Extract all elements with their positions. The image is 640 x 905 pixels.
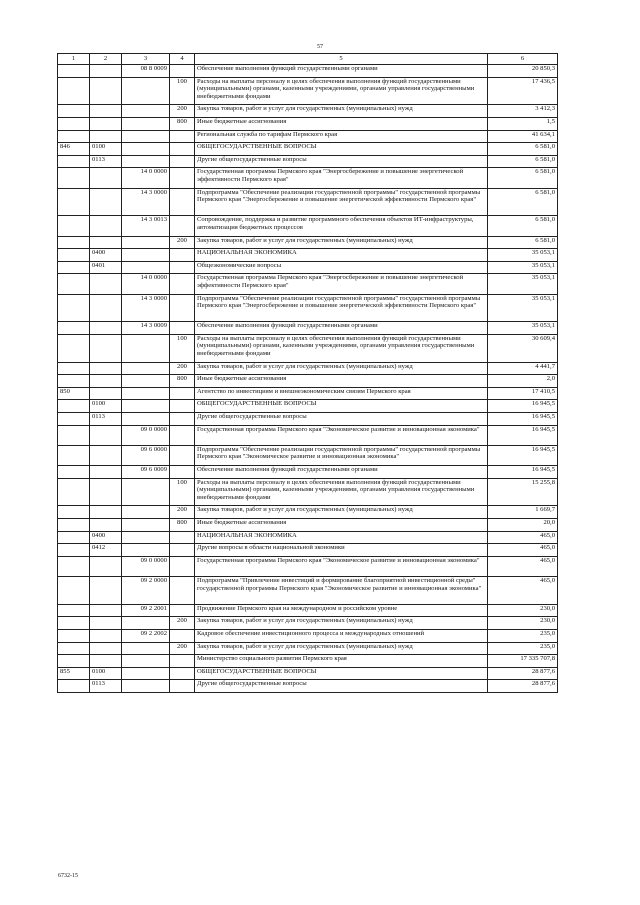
table-cell (90, 105, 122, 118)
table-cell: Агентство по инвестициям и внешнеэкономическим связям Пермского края (195, 387, 488, 400)
col-header: 5 (195, 54, 488, 65)
table-cell: 0412 (90, 544, 122, 557)
table-cell (170, 143, 195, 156)
table-cell (170, 604, 195, 617)
table-cell: 16 945,5 (488, 400, 558, 413)
table-cell (90, 556, 122, 576)
table-cell (58, 478, 90, 506)
col-header: 6 (488, 54, 558, 65)
table-cell: 0100 (90, 400, 122, 413)
table-cell: Закупка товаров, работ и услуг для государственных (муниципальных) нужд (195, 362, 488, 375)
table-cell (122, 413, 170, 426)
table-cell: 28 877,6 (488, 667, 558, 680)
table-cell (122, 506, 170, 519)
table-cell (122, 478, 170, 506)
table-cell: 17 436,5 (488, 77, 558, 105)
table-cell: Другие общегосударственные вопросы (195, 155, 488, 168)
table-row (58, 334, 558, 362)
table-cell (90, 425, 122, 445)
table-row (58, 478, 558, 506)
table-cell (58, 77, 90, 105)
table-cell (170, 445, 195, 465)
table-cell: ОБЩЕГОСУДАРСТВЕННЫЕ ВОПРОСЫ (195, 143, 488, 156)
table-cell (90, 168, 122, 188)
table-cell: 1,5 (488, 117, 558, 130)
table-cell (90, 629, 122, 642)
table-cell (170, 667, 195, 680)
table-cell (170, 188, 195, 216)
table-row (58, 400, 558, 413)
table-cell (58, 655, 90, 668)
table-row (58, 604, 558, 617)
table-cell: Продвижение Пермского края на международном и российском уровне (195, 604, 488, 617)
table-cell: Региональная служба по тарифам Пермского края (195, 130, 488, 143)
table-cell (58, 249, 90, 262)
table-cell: 20 850,3 (488, 65, 558, 78)
table-row (58, 143, 558, 156)
table-cell: 0113 (90, 155, 122, 168)
table-cell: 09 0 0000 (122, 556, 170, 576)
table-cell: 6 581,0 (488, 155, 558, 168)
table-cell (90, 387, 122, 400)
table-cell: 30 609,4 (488, 334, 558, 362)
table-cell (122, 77, 170, 105)
table-row (58, 506, 558, 519)
table-cell (90, 478, 122, 506)
table-cell: 200 (170, 506, 195, 519)
table-cell (58, 274, 90, 294)
table-row (58, 105, 558, 118)
table-cell (58, 105, 90, 118)
table-cell (170, 322, 195, 335)
table-cell: Государственная программа Пермского края "Энергосбережение и повышение энергетической эффективности Пермского края" (195, 274, 488, 294)
table-cell: 100 (170, 334, 195, 362)
table-cell (58, 375, 90, 388)
table-cell (122, 667, 170, 680)
table-cell: Другие общегосударственные вопросы (195, 413, 488, 426)
table-cell: 09 6 0000 (122, 445, 170, 465)
table-cell (58, 294, 90, 322)
table-cell (122, 334, 170, 362)
table-row (58, 65, 558, 78)
table-row (58, 387, 558, 400)
table-cell (90, 506, 122, 519)
table-cell (58, 425, 90, 445)
table-cell (122, 261, 170, 274)
table-cell (90, 445, 122, 465)
table-cell: 0400 (90, 249, 122, 262)
table-cell (58, 445, 90, 465)
table-cell: 17 410,5 (488, 387, 558, 400)
table-row (58, 216, 558, 236)
table-cell (170, 130, 195, 143)
table-cell: Министерство социального развития Пермского края (195, 655, 488, 668)
table-cell: Другие общегосударственные вопросы (195, 680, 488, 693)
table-row (58, 77, 558, 105)
table-cell (58, 576, 90, 604)
table-cell (122, 387, 170, 400)
table-cell: Обеспечение выполнения функций государственными органами (195, 466, 488, 479)
table-cell: 16 945,5 (488, 425, 558, 445)
table-row (58, 519, 558, 532)
table-row (58, 680, 558, 693)
table-cell (170, 249, 195, 262)
table-cell: 6 581,0 (488, 216, 558, 236)
table-cell: 08 8 0009 (122, 65, 170, 78)
table-cell (170, 680, 195, 693)
table-cell: Иные бюджетные ассигнования (195, 519, 488, 532)
table-cell (122, 155, 170, 168)
table-cell (58, 604, 90, 617)
table-cell: Закупка товаров, работ и услуг для государственных (муниципальных) нужд (195, 506, 488, 519)
table-cell (58, 680, 90, 693)
table-cell: 14 3 0009 (122, 322, 170, 335)
table-cell (90, 519, 122, 532)
table-cell (90, 655, 122, 668)
table-cell: 0401 (90, 261, 122, 274)
table-cell: 3 412,3 (488, 105, 558, 118)
table-cell: ОБЩЕГОСУДАРСТВЕННЫЕ ВОПРОСЫ (195, 400, 488, 413)
table-cell: 100 (170, 77, 195, 105)
table-row (58, 249, 558, 262)
table-cell: 230,0 (488, 617, 558, 630)
table-cell (58, 531, 90, 544)
table-cell (122, 531, 170, 544)
table-row (58, 425, 558, 445)
table-cell (90, 294, 122, 322)
table-cell: 17 335 707,8 (488, 655, 558, 668)
table-cell: 14 0 0000 (122, 274, 170, 294)
table-cell (90, 362, 122, 375)
table-cell (90, 334, 122, 362)
table-cell (170, 294, 195, 322)
table-cell (122, 105, 170, 118)
table-cell (58, 261, 90, 274)
table-cell: 200 (170, 236, 195, 249)
table-cell (58, 400, 90, 413)
table-cell: 15 255,8 (488, 478, 558, 506)
table-cell (170, 576, 195, 604)
table-cell (122, 617, 170, 630)
table-cell: Расходы на выплаты персоналу в целях обеспечения выполнения функций государственными (муниципальными) органами, казенными учреждениями, органами управления государственными внебюджетными фондами (195, 77, 488, 105)
table-row (58, 667, 558, 680)
table-cell (170, 274, 195, 294)
table-cell (90, 130, 122, 143)
table-cell: 35 053,1 (488, 274, 558, 294)
table-cell (122, 117, 170, 130)
table-cell: 100 (170, 478, 195, 506)
table-cell: 800 (170, 117, 195, 130)
table-cell: 14 3 0013 (122, 216, 170, 236)
table-cell (90, 216, 122, 236)
table-cell: Подпрограмма "Привлечение инвестиций и формирование благоприятной инвестиционной среды" государственной программы Пермского края "Экономическое развитие и инновационная экономика" (195, 576, 488, 604)
table-cell (58, 65, 90, 78)
table-cell (122, 143, 170, 156)
table-cell: Закупка товаров, работ и услуг для государственных (муниципальных) нужд (195, 236, 488, 249)
table-cell (58, 117, 90, 130)
table-cell: 235,0 (488, 629, 558, 642)
table-cell (90, 375, 122, 388)
table-row (58, 445, 558, 465)
table-row (58, 642, 558, 655)
table-row (58, 655, 558, 668)
table-cell (122, 236, 170, 249)
table-cell: Другие вопросы в области национальной экономики (195, 544, 488, 557)
table-cell: 465,0 (488, 531, 558, 544)
table-cell: 09 2 0000 (122, 576, 170, 604)
table-cell (170, 261, 195, 274)
table-cell (58, 519, 90, 532)
table-cell (90, 236, 122, 249)
table-cell (122, 519, 170, 532)
table-cell (90, 117, 122, 130)
table-cell (170, 400, 195, 413)
budget-table (57, 53, 558, 693)
table-cell (58, 188, 90, 216)
table-cell: 35 053,1 (488, 322, 558, 335)
table-cell: 846 (58, 143, 90, 156)
table-cell: 200 (170, 105, 195, 118)
table-cell: 14 3 0000 (122, 188, 170, 216)
table-cell: Расходы на выплаты персоналу в целях обеспечения выполнения функций государственными (муниципальными) органами, казенными учреждениями, органами управления государственными внебюджетными фондами (195, 334, 488, 362)
col-header: 1 (58, 54, 90, 65)
table-cell: 14 3 0000 (122, 294, 170, 322)
table-cell (90, 65, 122, 78)
table-cell: 16 945,5 (488, 445, 558, 465)
table-cell: 09 0 0000 (122, 425, 170, 445)
table-cell: 200 (170, 362, 195, 375)
col-header: 3 (122, 54, 170, 65)
table-cell (122, 544, 170, 557)
table-cell (170, 655, 195, 668)
table-cell: 6 581,0 (488, 188, 558, 216)
table-row (58, 413, 558, 426)
footer-code: 6732-15 (58, 873, 78, 879)
table-cell: 20,0 (488, 519, 558, 532)
table-cell (58, 642, 90, 655)
table-cell: НАЦИОНАЛЬНАЯ ЭКОНОМИКА (195, 249, 488, 262)
table-row (58, 375, 558, 388)
table-cell: 0113 (90, 680, 122, 693)
page-number: 57 (317, 44, 323, 50)
table-cell: 09 2 2002 (122, 629, 170, 642)
table-cell (58, 236, 90, 249)
table-cell (90, 604, 122, 617)
table-cell: 09 2 2001 (122, 604, 170, 617)
table-cell (58, 168, 90, 188)
table-cell: Закупка товаров, работ и услуг для государственных (муниципальных) нужд (195, 105, 488, 118)
col-header: 2 (90, 54, 122, 65)
table-cell (90, 274, 122, 294)
table-cell (58, 130, 90, 143)
table-cell: 465,0 (488, 544, 558, 557)
table-header-row (58, 54, 558, 65)
table-cell (170, 155, 195, 168)
table-cell (170, 168, 195, 188)
table-row (58, 322, 558, 335)
table-cell: 200 (170, 617, 195, 630)
table-cell (170, 629, 195, 642)
table-cell (170, 531, 195, 544)
table-cell: Кадровое обеспечение инвестиционного процесса и международных отношений (195, 629, 488, 642)
table-row (58, 294, 558, 322)
table-cell: Общеэкономические вопросы (195, 261, 488, 274)
table-cell: Расходы на выплаты персоналу в целях обеспечения выполнения функций государственными (муниципальными) органами, казенными учреждениями, органами управления государственными внебюджетными фондами (195, 478, 488, 506)
table-cell (58, 617, 90, 630)
table-cell (122, 400, 170, 413)
table-cell (90, 466, 122, 479)
col-header: 4 (170, 54, 195, 65)
table-cell (122, 680, 170, 693)
table-cell (58, 334, 90, 362)
table-row (58, 556, 558, 576)
table-cell (58, 216, 90, 236)
table-cell: Государственная программа Пермского края "Экономическое развитие и инновационная экономика" (195, 556, 488, 576)
table-cell: Государственная программа Пермского края "Энергосбережение и повышение энергетической эффективности Пермского края" (195, 168, 488, 188)
table-row (58, 629, 558, 642)
table-cell (90, 188, 122, 216)
table-cell (122, 249, 170, 262)
table-cell (122, 642, 170, 655)
table-cell (122, 362, 170, 375)
table-row (58, 261, 558, 274)
table-cell: Государственная программа Пермского края "Экономическое развитие и инновационная экономика" (195, 425, 488, 445)
table-row (58, 155, 558, 168)
table-cell: 41 634,1 (488, 130, 558, 143)
table-cell: Подпрограмма "Обеспечение реализации государственной программы" государственной программы Пермского края "Экономическое развитие и инновационная экономика" (195, 445, 488, 465)
table-cell: 465,0 (488, 556, 558, 576)
table-cell: 14 0 0000 (122, 168, 170, 188)
table-row (58, 576, 558, 604)
table-cell: 1 669,7 (488, 506, 558, 519)
table-cell (122, 130, 170, 143)
table-cell (58, 413, 90, 426)
table-cell: 6 581,0 (488, 168, 558, 188)
table-cell: 800 (170, 519, 195, 532)
table-cell: 4 441,7 (488, 362, 558, 375)
table-cell: 35 053,1 (488, 294, 558, 322)
table-cell: 6 581,0 (488, 143, 558, 156)
table-row (58, 117, 558, 130)
table-cell: Подпрограмма "Обеспечение реализации государственной программы" государственной программы Пермского края "Энергосбережение и повышение энергетической эффективности Пермского края" (195, 294, 488, 322)
table-cell (90, 322, 122, 335)
table-cell (170, 544, 195, 557)
table-cell (90, 576, 122, 604)
table-row (58, 466, 558, 479)
table-cell (90, 617, 122, 630)
table-row (58, 617, 558, 630)
table-cell: ОБЩЕГОСУДАРСТВЕННЫЕ ВОПРОСЫ (195, 667, 488, 680)
table-cell (122, 375, 170, 388)
table-row (58, 130, 558, 143)
table-cell: 855 (58, 667, 90, 680)
table-cell: 35 053,1 (488, 249, 558, 262)
table-cell: 850 (58, 387, 90, 400)
table-cell (170, 65, 195, 78)
table-cell (58, 629, 90, 642)
table-cell: 0113 (90, 413, 122, 426)
table-row (58, 274, 558, 294)
table-cell (58, 544, 90, 557)
table-cell (170, 216, 195, 236)
table-cell: Обеспечение выполнения функций государственными органами (195, 65, 488, 78)
table-cell: 230,0 (488, 604, 558, 617)
table-cell (170, 466, 195, 479)
table-cell (58, 362, 90, 375)
table-cell: Обеспечение выполнения функций государственными органами (195, 322, 488, 335)
table-cell (58, 322, 90, 335)
table-cell (90, 77, 122, 105)
table-cell (58, 155, 90, 168)
table-cell (170, 556, 195, 576)
table-row (58, 236, 558, 249)
table-cell: 09 6 0009 (122, 466, 170, 479)
table-cell: 235,0 (488, 642, 558, 655)
table-cell: 200 (170, 642, 195, 655)
table-row (58, 544, 558, 557)
table-cell (170, 425, 195, 445)
table-cell: 2,0 (488, 375, 558, 388)
table-cell: Иные бюджетные ассигнования (195, 117, 488, 130)
table-row (58, 531, 558, 544)
table-cell: Подпрограмма "Обеспечение реализации государственной программы" государственной программы Пермского края "Энергосбережение и повышение энергетической эффективности Пермского края" (195, 188, 488, 216)
table-cell: 16 945,5 (488, 413, 558, 426)
table-row (58, 362, 558, 375)
table-cell (122, 655, 170, 668)
table-cell: 16 945,5 (488, 466, 558, 479)
table-cell (58, 506, 90, 519)
table-cell (58, 556, 90, 576)
table-cell: 0400 (90, 531, 122, 544)
table-cell: 28 877,6 (488, 680, 558, 693)
table-cell: Закупка товаров, работ и услуг для государственных (муниципальных) нужд (195, 617, 488, 630)
table-cell: 0100 (90, 143, 122, 156)
table-row (58, 188, 558, 216)
table-cell: 0100 (90, 667, 122, 680)
table-cell: 35 053,1 (488, 261, 558, 274)
table-cell: Закупка товаров, работ и услуг для государственных (муниципальных) нужд (195, 642, 488, 655)
table-cell (170, 413, 195, 426)
table-cell: НАЦИОНАЛЬНАЯ ЭКОНОМИКА (195, 531, 488, 544)
table-row (58, 168, 558, 188)
table-cell (90, 642, 122, 655)
table-cell: Иные бюджетные ассигнования (195, 375, 488, 388)
table-cell: 800 (170, 375, 195, 388)
table-cell: 6 581,0 (488, 236, 558, 249)
table-cell (170, 387, 195, 400)
table-cell: 465,0 (488, 576, 558, 604)
table-cell (58, 466, 90, 479)
table-cell: Сопровождение, поддержка и развитие программного обеспечения объектов ИТ-инфраструктуры, автоматизация бюджетных процессов (195, 216, 488, 236)
